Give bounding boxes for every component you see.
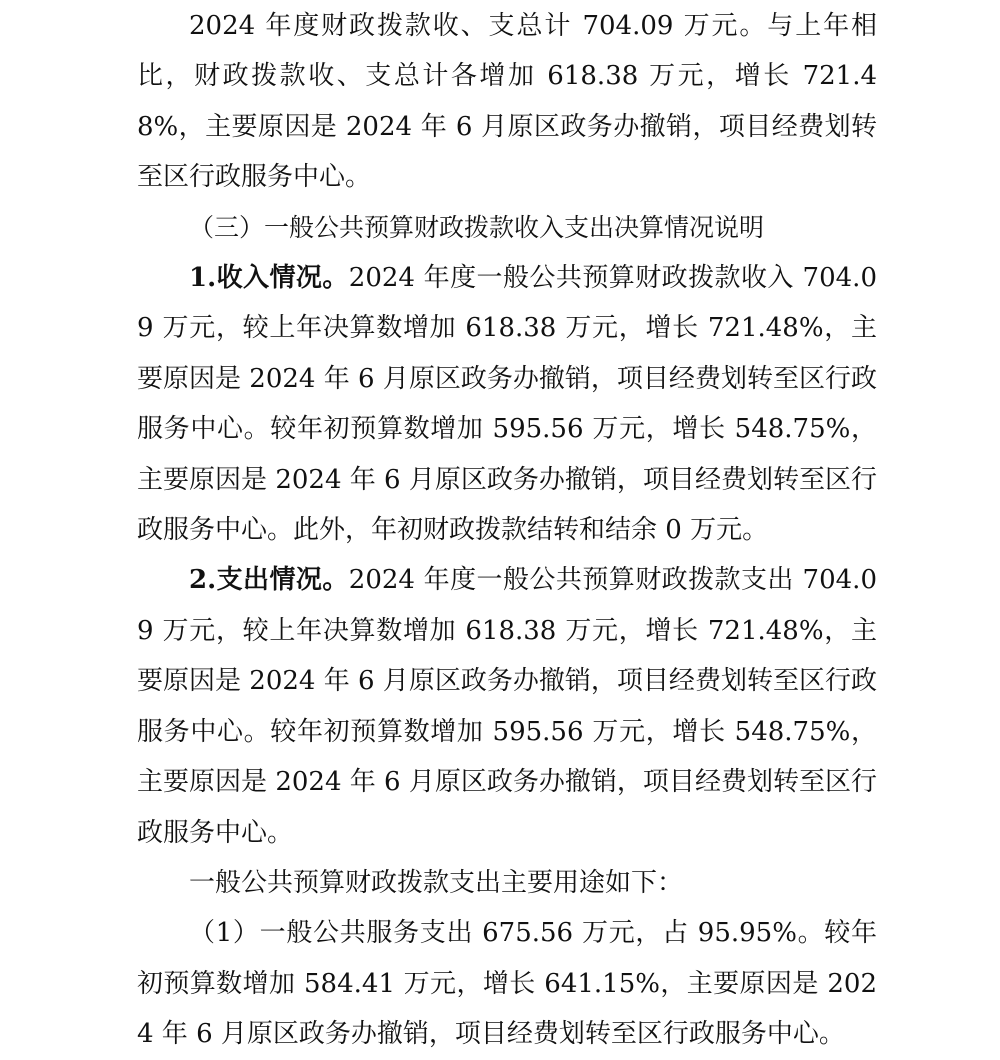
paragraph-total-summary: 2024 年度财政拨款收、支总计 704.09 万元。与上年相比，财政拨款收、支总计各增加 618.38 万元，增长 721.48%，主要原因是 2024 年 6 月原区政务办撤销，项目经费划转至区行政服务中心。 xyxy=(137,11,877,193)
expense-lead: 2.支出情况。 xyxy=(189,565,349,596)
document-page xyxy=(137,0,877,1060)
paragraph-expense xyxy=(137,555,877,857)
paragraph-item-1: （1）一般公共服务支出 675.56 万元，占 95.95%。较年初预算数增加 584.41 万元，增长 641.15%，主要原因是 2024 年 6 月原区政务办撤销，项目经费划转至区行政服务中心。 xyxy=(137,918,877,1050)
section-heading: （三）一般公共预算财政拨款收入支出决算情况说明 xyxy=(189,212,765,242)
expense-text: 2024 年度一般公共预算财政拨款支出 704.09 万元，较上年决算数增加 618.38 万元，增长 721.48%，主要原因是 2024 年 6 月原区政务办撤销，项目经费划转至区行政服务中心。较年初预算数增加 595.56 万元，增长 548.75%，主要原因是 2024 年 6 月原区政务办撤销，项目经费划转至区行政服务中心。 xyxy=(137,565,877,848)
income-lead: 1.收入情况。 xyxy=(189,263,349,294)
income-text: 2024 年度一般公共预算财政拨款收入 704.09 万元，较上年决算数增加 618.38 万元，增长 721.48%，主要原因是 2024 年 6 月原区政务办撤销，项目经费划转至区行政服务中心。较年初预算数增加 595.56 万元，增长 548.75%，主要原因是 2024 年 6 月原区政务办撤销，项目经费划转至区行政服务中心。此外，年初财政拨款结转和结余 0 万元。 xyxy=(137,263,877,546)
paragraph-income xyxy=(137,253,877,555)
paragraph-uses-intro: 一般公共预算财政拨款支出主要用途如下： xyxy=(189,867,684,898)
